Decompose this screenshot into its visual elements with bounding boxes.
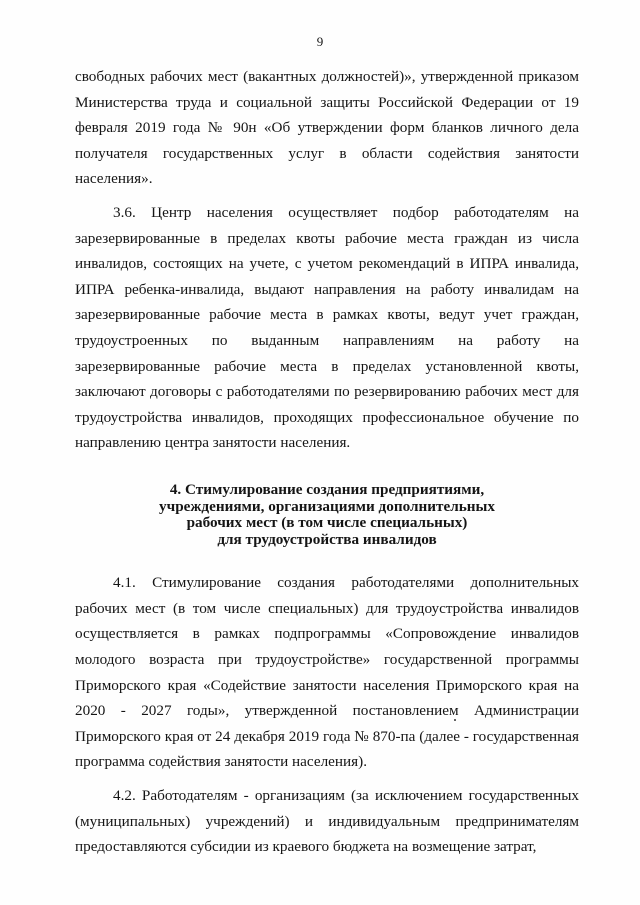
page-number: 9 <box>316 34 324 49</box>
paragraph-4-2: 4.2. Работодателям - организациям (за исключением государственных (муниципальных) учреждений) и индивидуальным предпринимателям предоставляются субсидии из краевого бюджета на возмещение затрат, <box>75 787 579 856</box>
section-heading-line: для трудоустройства инвалидов <box>217 530 437 548</box>
section-heading-line: 4. Стимулирование создания предприятиями, <box>169 480 485 498</box>
section-heading-line: учреждениями, организациями дополнительных <box>159 497 495 515</box>
paragraph-continuation: свободных рабочих мест (вакантных должностей)», утвержденной приказом Министерства труда и социальной защиты Российской Федерации от 19 февраля 2019 года № 90н «Об утверждении форм бланков личного дела получателя государственных услуг в области содействия занятости населения». <box>75 68 579 188</box>
paragraph-3-6: 3.6. Центр населения осуществляет подбор работодателям на зарезервированные в пределах квоты рабочие места граждан из числа инвалидов, состоящих на учете, с учетом рекомендаций в ИПРА инвалида, ИПРА ребенка-инвалида, выдают направления на работу инвалидам на зарезервированные рабочие места в рамках квоты, ведут учет граждан, трудоустроенных по выданным направлениям на работу на зарезервированные рабочие места в пределах установленной квоты, заключают договоры с работодателями по резервированию рабочих мест для трудоустройства инвалидов, проходящих профессиональное обучение по направлению центра занятости населения. <box>75 203 579 452</box>
section-heading <box>75 482 579 548</box>
document-body <box>75 64 579 860</box>
paragraph-4-1: 4.1. Стимулирование создания работодателями дополнительных рабочих мест (в том числе специальных) для трудоустройства инвалидов осуществляется в рамках подпрограммы «Сопровождение инвалидов молодого возраста при трудоустройстве» государственной программы Приморского края «Содействие занятости населения Приморского края на 2020 - 2027 годы», утвержденной постановлением Администрации Приморского края от 24 декабря 2019 года № 870-па (далее - государственная программа содействия занятости населения). <box>75 574 579 771</box>
section-heading-line: рабочих мест (в том числе специальных) <box>186 514 468 532</box>
scan-speck <box>454 719 456 721</box>
